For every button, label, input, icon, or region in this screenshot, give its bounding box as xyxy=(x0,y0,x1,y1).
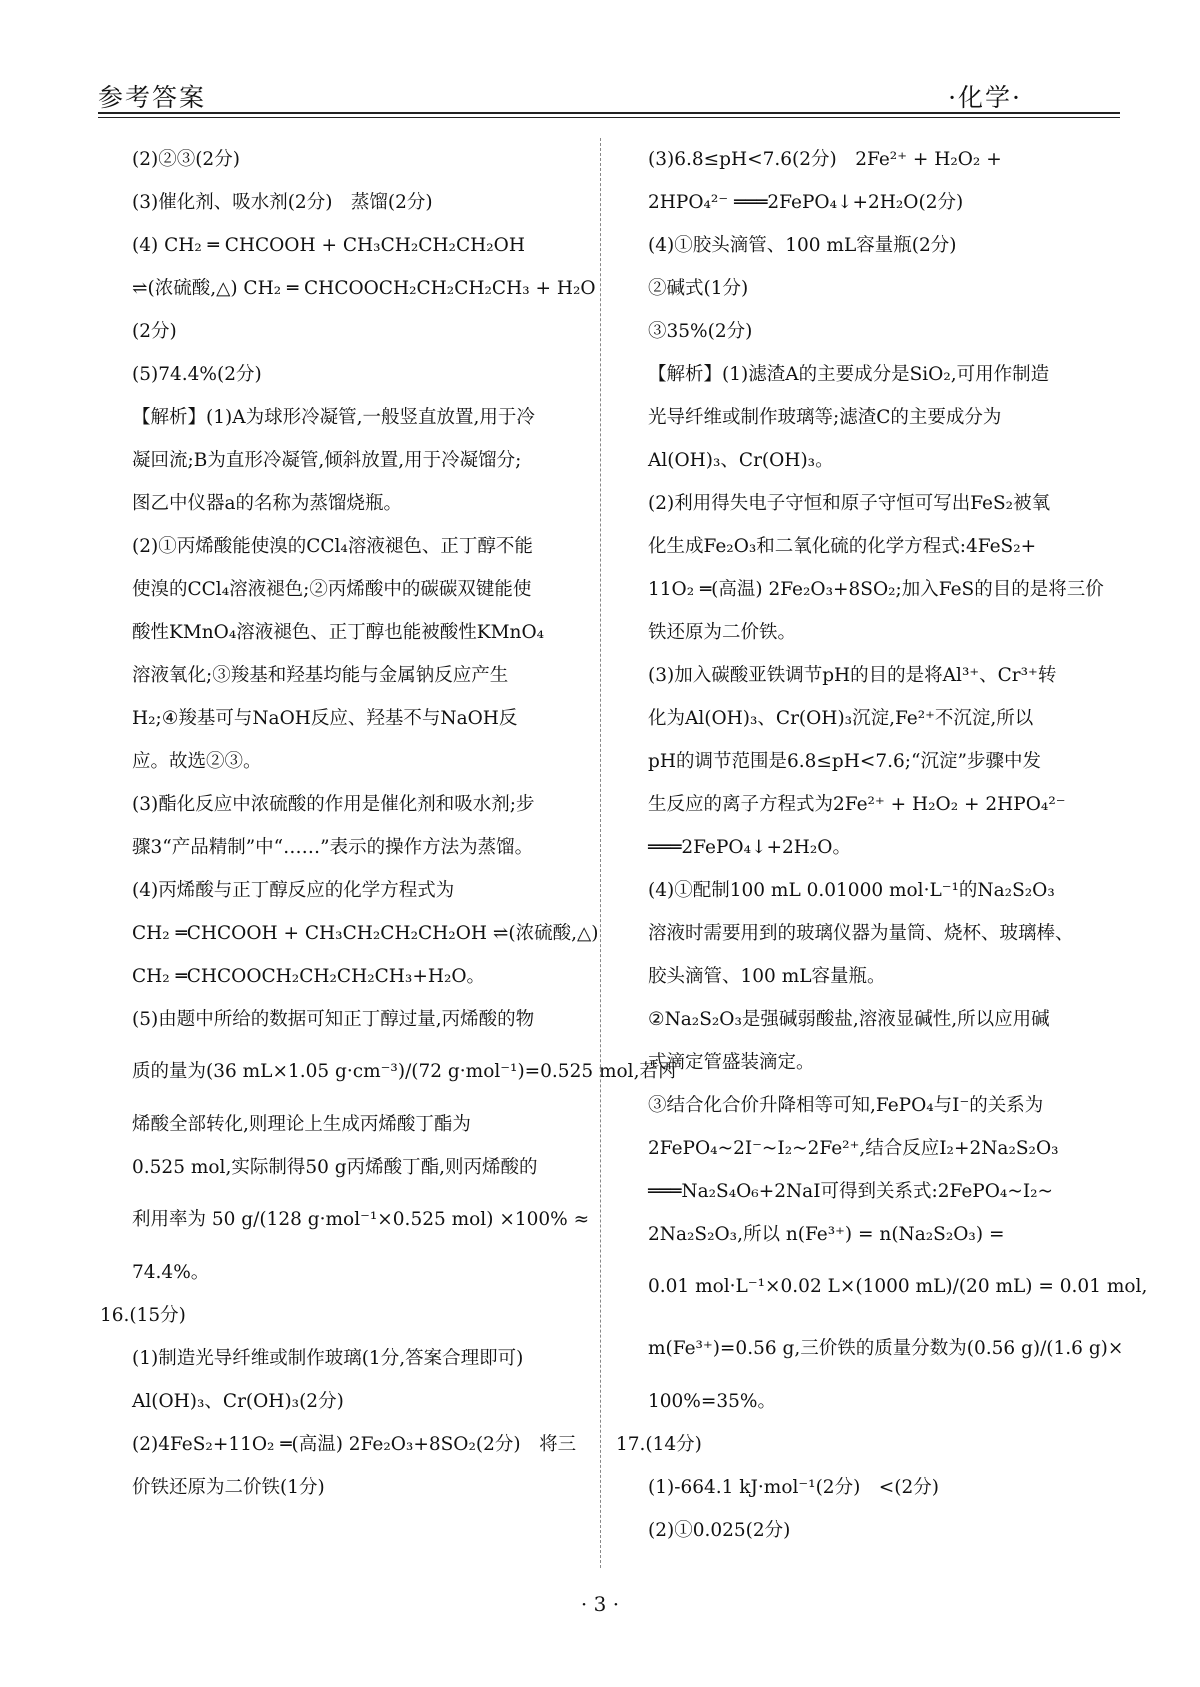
answer-line: (2)②③(2分) xyxy=(132,149,240,170)
analysis-line: 铁还原为二价铁。 xyxy=(648,622,797,643)
answer-line: (3)6.8≤pH<7.6(2分) 2Fe²⁺ + H₂O₂ + xyxy=(648,149,1002,170)
analysis-line: (5)由题中所给的数据可知正丁醇过量,丙烯酸的物 xyxy=(132,1009,535,1030)
answer-line: (1)-664.1 kJ·mol⁻¹(2分) <(2分) xyxy=(648,1477,939,1498)
header-rule xyxy=(98,112,1120,114)
analysis-line: 骤3“产品精制”中“……”表示的操作方法为蒸馏。 xyxy=(132,837,534,858)
analysis-line: 生反应的离子方程式为2Fe²⁺ + H₂O₂ + 2HPO₄²⁻ xyxy=(648,794,1066,815)
analysis-line: 2Na₂S₂O₃,所以 n(Fe³⁺) = n(Na₂S₂O₃) = xyxy=(648,1224,1005,1245)
analysis-line: (3)加入碳酸亚铁调节pH的目的是将Al³⁺、Cr³⁺转 xyxy=(648,665,1057,686)
header-subject: ·化学· xyxy=(948,83,1022,112)
answer-line: (5)74.4%(2分) xyxy=(132,364,262,385)
analysis-line: 酸性KMnO₄溶液褪色、正丁醇也能被酸性KMnO₄ xyxy=(132,622,545,643)
answer-line: (2分) xyxy=(132,321,177,342)
column-divider xyxy=(600,138,601,1568)
question-number: 17.(14分) xyxy=(616,1434,702,1455)
header-rule-thin xyxy=(98,117,1120,118)
answer-line: (1)制造光导纤维或制作玻璃(1分,答案合理即可) xyxy=(132,1348,524,1369)
analysis-line: 光导纤维或制作玻璃等;滤渣C的主要成分为 xyxy=(648,407,1002,428)
answer-line: ②碱式(1分) xyxy=(648,278,749,299)
analysis-line: pH的调节范围是6.8≤pH<7.6;“沉淀”步骤中发 xyxy=(648,751,1041,772)
analysis-line: 烯酸全部转化,则理论上生成丙烯酸丁酯为 xyxy=(132,1114,471,1135)
analysis-line: 74.4%。 xyxy=(132,1262,210,1283)
formula-line: 0.01 mol·L⁻¹×0.02 L×(1000 mL)/(20 mL) = 0.01 mol, xyxy=(648,1276,1148,1297)
formula-line: 质的量为(36 mL×1.05 g·cm⁻³)/(72 g·mol⁻¹)=0.525 mol,若丙 xyxy=(132,1061,677,1082)
equation-line: CH₂ ═CHCOOCH₂CH₂CH₂CH₃+H₂O。 xyxy=(132,966,486,987)
analysis-line: (2)利用得失电子守恒和原子守恒可写出FeS₂被氧 xyxy=(648,493,1051,514)
answer-line: (2)①0.025(2分) xyxy=(648,1520,791,1541)
analysis-line: 【解析】(1)滤渣A的主要成分是SiO₂,可用作制造 xyxy=(648,364,1050,385)
analysis-line: 胶头滴管、100 mL容量瓶。 xyxy=(648,966,886,987)
analysis-line: ③结合化合价升降相等可知,FePO₄与I⁻的关系为 xyxy=(648,1095,1044,1116)
analysis-line: 图乙中仪器a的名称为蒸馏烧瓶。 xyxy=(132,493,403,514)
answer-line: (2)4FeS₂+11O₂ ═(高温) 2Fe₂O₃+8SO₂(2分) 将三 xyxy=(132,1434,577,1455)
answer-line: Al(OH)₃、Cr(OH)₃(2分) xyxy=(132,1391,344,1412)
analysis-line: ②Na₂S₂O₃是强碱弱酸盐,溶液显碱性,所以应用碱 xyxy=(648,1009,1050,1030)
answer-line: 2HPO₄²⁻ ═══2FePO₄↓+2H₂O(2分) xyxy=(648,192,964,213)
analysis-line: 0.525 mol,实际制得50 g丙烯酸丁酯,则丙烯酸的 xyxy=(132,1157,538,1178)
analysis-line: 【解析】(1)A为球形冷凝管,一般竖直放置,用于冷 xyxy=(132,407,535,428)
analysis-line: (3)酯化反应中浓硫酸的作用是催化剂和吸水剂;步 xyxy=(132,794,535,815)
equation-line: ⇌(浓硫酸,△) CH₂ ═ CHCOOCH₂CH₂CH₂CH₃ + H₂O xyxy=(132,278,596,299)
answer-line: (3)催化剂、吸水剂(2分) 蒸馏(2分) xyxy=(132,192,433,213)
analysis-line: 化为Al(OH)₃、Cr(OH)₃沉淀,Fe²⁺不沉淀,所以 xyxy=(648,708,1034,729)
analysis-line: 100%=35%。 xyxy=(648,1391,777,1412)
formula-line: m(Fe³⁺)=0.56 g,三价铁的质量分数为(0.56 g)/(1.6 g)× xyxy=(648,1338,1124,1359)
equation-line: 11O₂ ═(高温) 2Fe₂O₃+8SO₂;加入FeS的目的是将三价 xyxy=(648,579,1104,600)
analysis-line: 应。故选②③。 xyxy=(132,751,262,772)
header-title: 参考答案 xyxy=(98,83,207,112)
analysis-line: 使溴的CCl₄溶液褪色;②丙烯酸中的碳碳双键能使 xyxy=(132,579,532,600)
answer-line: 价铁还原为二价铁(1分) xyxy=(132,1477,325,1498)
analysis-line: (2)①丙烯酸能使溴的CCl₄溶液褪色、正丁醇不能 xyxy=(132,536,533,557)
equation-line: CH₂ ═CHCOOH + CH₃CH₂CH₂CH₂OH ⇌(浓硫酸,△) xyxy=(132,923,599,944)
analysis-line: H₂;④羧基可与NaOH反应、羟基不与NaOH反 xyxy=(132,708,518,729)
question-number: 16.(15分) xyxy=(100,1305,186,1326)
equation-line: ═══2FePO₄↓+2H₂O。 xyxy=(648,837,851,858)
page-number: · 3 · xyxy=(580,1592,620,1616)
answer-line: ③35%(2分) xyxy=(648,321,753,342)
equation-line: (4) CH₂ ═ CHCOOH + CH₃CH₂CH₂CH₂OH xyxy=(132,235,525,256)
formula-line: 利用率为 50 g/(128 g·mol⁻¹×0.525 mol) ×100% ≈ xyxy=(132,1209,590,1230)
analysis-line: 溶液氧化;③羧基和羟基均能与金属钠反应产生 xyxy=(132,665,509,686)
analysis-line: Al(OH)₃、Cr(OH)₃。 xyxy=(648,450,834,471)
analysis-line: (4)丙烯酸与正丁醇反应的化学方程式为 xyxy=(132,880,455,901)
analysis-line: 2FePO₄~2I⁻~I₂~2Fe²⁺,结合反应I₂+2Na₂S₂O₃ xyxy=(648,1138,1059,1159)
analysis-line: 化生成Fe₂O₃和二氧化硫的化学方程式:4FeS₂+ xyxy=(648,536,1037,557)
analysis-line: 式滴定管盛装滴定。 xyxy=(648,1052,815,1073)
right-column xyxy=(616,138,1148,1552)
equation-line: ═══Na₂S₄O₆+2NaI可得到关系式:2FePO₄~I₂~ xyxy=(648,1181,1054,1202)
analysis-line: 溶液时需要用到的玻璃仪器为量筒、烧杯、玻璃棒、 xyxy=(648,923,1074,944)
analysis-line: (4)①配制100 mL 0.01000 mol·L⁻¹的Na₂S₂O₃ xyxy=(648,880,1055,901)
analysis-line: 凝回流;B为直形冷凝管,倾斜放置,用于冷凝馏分; xyxy=(132,450,522,471)
answer-line: (4)①胶头滴管、100 mL容量瓶(2分) xyxy=(648,235,957,256)
